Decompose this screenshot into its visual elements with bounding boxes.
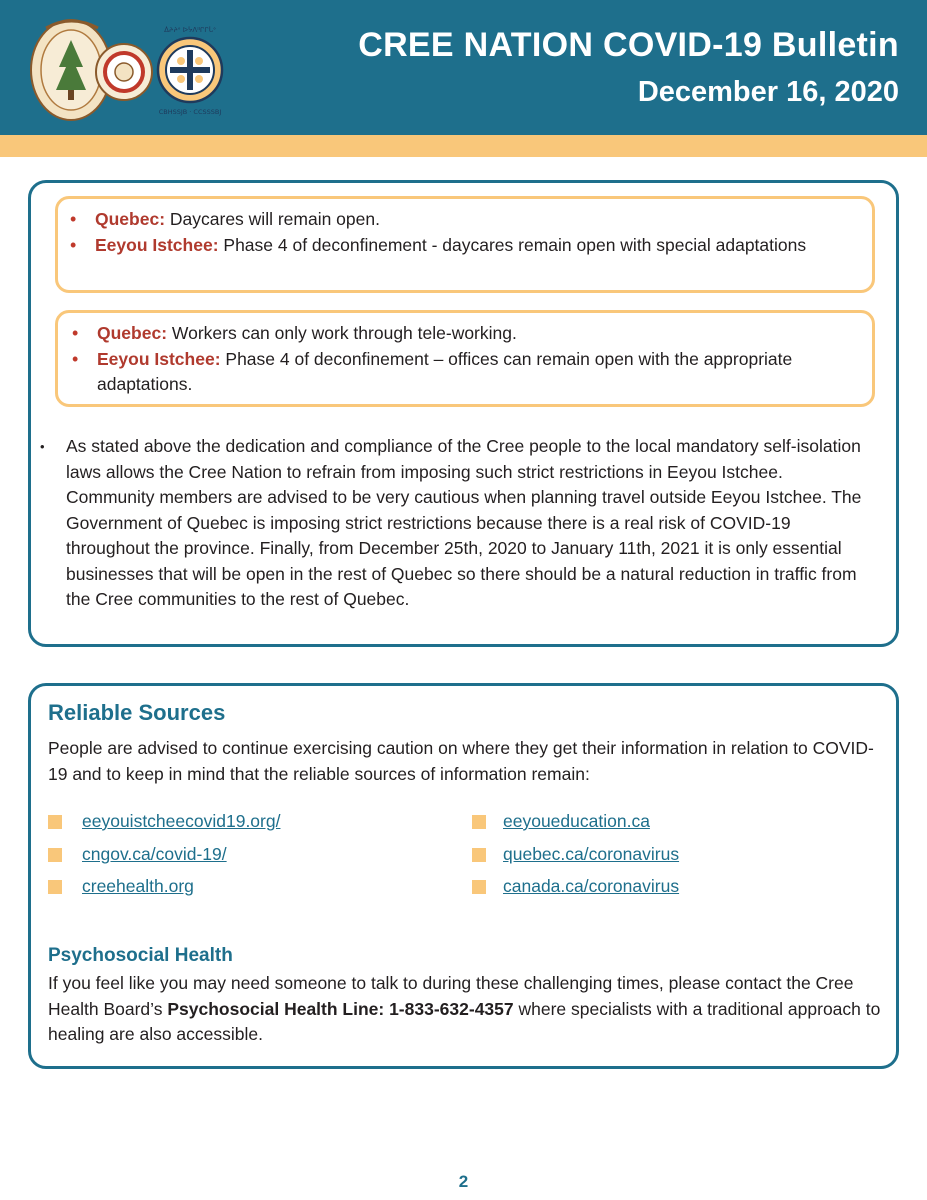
bullet-icon: •: [70, 209, 77, 229]
work-item-quebec: • Quebec: Workers can only work through tele-working.: [97, 321, 867, 346]
source-link-creehealth[interactable]: creehealth.org: [82, 876, 194, 896]
cree-health-board-logo-icon: [154, 20, 226, 118]
page-number: 2: [458, 1172, 469, 1191]
cree-nation-logo-icon: [26, 12, 156, 124]
logo-syllabics: ᐄᔨᔨᐤ ᐅᔮᐱᐦᒋᒋᒑᐤ: [164, 26, 216, 34]
psychosocial-heading: Psychosocial Health: [48, 945, 233, 966]
daycare-item-eeyou: • Eeyou Istchee: Phase 4 of deconfinement - daycares remain open with special adaptations: [95, 233, 815, 258]
main-paragraph: • As stated above the dedication and compliance of the Cree people to the local mandatory self-isolation laws allows the Cree Nation to refrain from imposing such strict restrictions in Eeyou Istchee. Community members are advised to be very cautious when planning travel outside Eeyou Istchee. The Government of Quebec is imposing strict restrictions because there is a real risk of COVID-19 throughout the province. Finally, from December 25th, 2020 to January 11th, 2021 it is only essential businesses that will be open in the rest of Quebec so there should be a natural reduction in traffic from the Cree communities to the rest of Quebec.: [40, 436, 862, 609]
bullet-icon: •: [70, 235, 77, 255]
square-bullet-icon: [48, 880, 62, 894]
square-bullet-icon: [48, 848, 62, 862]
psychosocial-text: If you feel like you may need someone to talk to during these challenging times, please contact the Cree Health Board’s Psychosocial Health Line: 1-833-632-4357 where specialists with a traditional approach to healing are also accessible.: [48, 973, 881, 1044]
bullet-icon: •: [72, 349, 79, 369]
source-link-cngov[interactable]: cngov.ca/covid-19/: [82, 844, 227, 864]
square-bullet-icon: [472, 815, 486, 829]
work-item-eeyou: • Eeyou Istchee: Phase 4 of deconfinement – offices can remain open with the appropriate adaptations.: [72, 349, 793, 394]
square-bullet-icon: [48, 815, 62, 829]
square-bullet-icon: [472, 880, 486, 894]
bulletin-date: December 16, 2020: [637, 76, 899, 108]
square-bullet-icon: [472, 848, 486, 862]
logo-acronym: CBHSSJB · CCSSSBJ: [158, 108, 222, 116]
psychosocial-line: Psychosocial Health Line: 1-833-632-4357: [167, 998, 514, 1019]
bullet-icon: •: [72, 323, 79, 343]
header-stripe: [0, 135, 927, 157]
bulletin-title: CREE NATION COVID-19 Bulletin: [358, 26, 899, 64]
source-link-eeyoueducation[interactable]: eeyoueducation.ca: [503, 811, 650, 831]
daycare-item-quebec: • Quebec: Daycares will remain open.: [95, 207, 865, 232]
source-link-canada[interactable]: canada.ca/coronavirus: [503, 876, 680, 896]
reliable-sources-heading: Reliable Sources: [48, 700, 226, 725]
source-link-quebec[interactable]: quebec.ca/coronavirus: [503, 844, 680, 864]
source-link-eeyouistcheecovid19[interactable]: eeyouistcheecovid19.org/: [82, 811, 281, 831]
bullet-icon: •: [40, 439, 45, 454]
reliable-sources-intro: People are advised to continue exercising caution on where they get their information in relation to COVID-19 and to keep in mind that the reliable sources of information remain:: [48, 738, 874, 784]
